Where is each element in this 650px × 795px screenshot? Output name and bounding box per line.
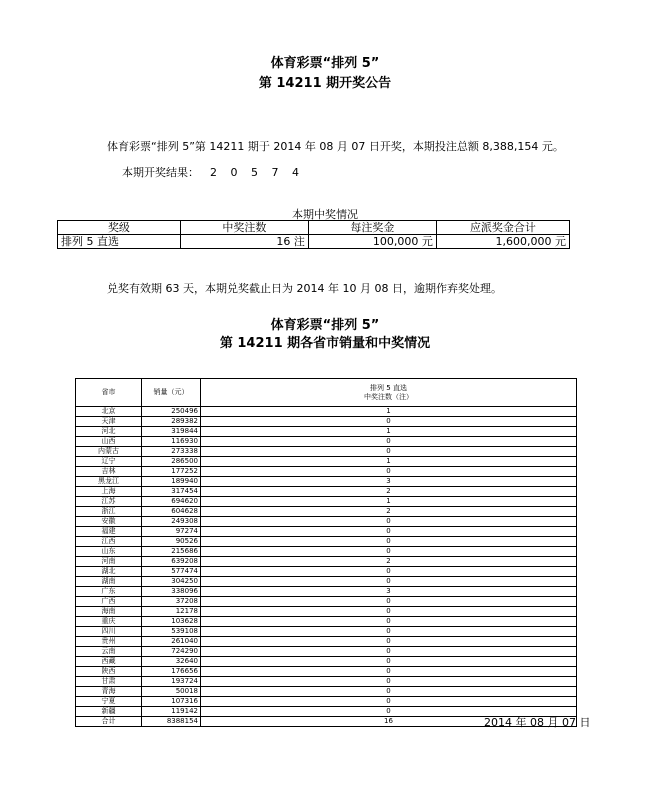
sales-header-wins-line1: 排列 5 直选	[370, 383, 407, 392]
prize-header-per-prize: 每注奖金	[308, 221, 436, 235]
sales-title-line1: 体育彩票“排列 5”	[270, 318, 380, 333]
sales-row	[76, 617, 577, 627]
sales-row-wins: 0	[201, 517, 577, 527]
sales-row	[76, 697, 577, 707]
sales-row-province: 云南	[76, 647, 142, 657]
sales-row-wins: 2	[201, 487, 577, 497]
announcement-title-line1: 体育彩票“排列 5”	[270, 56, 380, 71]
sales-row-province: 黑龙江	[76, 477, 142, 487]
sales-table-body	[76, 407, 577, 727]
sales-row	[76, 437, 577, 447]
sales-row-province: 江苏	[76, 497, 142, 507]
sales-row-sales: 37208	[142, 597, 201, 607]
prize-table-caption: 本期中奖情况	[292, 208, 358, 221]
sales-row	[76, 587, 577, 597]
validity-note: 兑奖有效期 63 天，本期兑奖截止日为 2014 年 10 月 08 日，逾期作弃奖处理。	[107, 282, 502, 295]
sales-row-province: 福建	[76, 527, 142, 537]
sales-row-province: 新疆	[76, 707, 142, 717]
sales-row-sales: 539108	[142, 627, 201, 637]
sales-row	[76, 457, 577, 467]
sales-row	[76, 477, 577, 487]
sales-row	[76, 407, 577, 417]
sales-row	[76, 507, 577, 517]
sales-row-province: 四川	[76, 627, 142, 637]
result-label: 本期开奖结果：	[122, 166, 199, 179]
sales-row-wins: 0	[201, 547, 577, 557]
sales-row-wins: 0	[201, 647, 577, 657]
prize-count: 16 注	[180, 235, 308, 249]
sales-row-province: 甘肃	[76, 677, 142, 687]
draw-info: 体育彩票“排列 5”第 14211 期于 2014 年 08 月 07 日开奖，本期投注总额 8,388,154 元。	[107, 140, 564, 153]
sales-row	[76, 627, 577, 637]
sales-row	[76, 597, 577, 607]
sales-row	[76, 647, 577, 657]
sales-row-province: 天津	[76, 417, 142, 427]
sales-row-sales: 694620	[142, 497, 201, 507]
sales-row-sales: 215686	[142, 547, 201, 557]
sales-row	[76, 537, 577, 547]
sales-row-wins: 0	[201, 537, 577, 547]
prize-header-level: 奖级	[58, 221, 181, 235]
sales-row-wins: 0	[201, 467, 577, 477]
sales-row-sales: 724290	[142, 647, 201, 657]
sales-row-wins: 0	[201, 417, 577, 427]
sales-row-wins: 0	[201, 577, 577, 587]
sales-row	[76, 417, 577, 427]
sales-row	[76, 467, 577, 477]
sales-row-province: 北京	[76, 407, 142, 417]
sales-row-wins: 0	[201, 687, 577, 697]
sales-row	[76, 707, 577, 717]
sales-row-wins: 0	[201, 447, 577, 457]
sales-row-wins: 1	[201, 407, 577, 417]
sales-row-sales: 577474	[142, 567, 201, 577]
sales-row	[76, 447, 577, 457]
sales-row-province: 山东	[76, 547, 142, 557]
sales-title-line2: 第 14211 期各省市销量和中奖情况	[219, 336, 431, 351]
sales-row-wins: 0	[201, 527, 577, 537]
sales-row-wins: 1	[201, 457, 577, 467]
sales-row-wins: 0	[201, 667, 577, 677]
sales-row-province: 青海	[76, 687, 142, 697]
sales-row-province: 浙江	[76, 507, 142, 517]
sales-row-wins: 0	[201, 627, 577, 637]
sales-row-province: 西藏	[76, 657, 142, 667]
prize-table	[57, 220, 570, 249]
sales-row-province: 江西	[76, 537, 142, 547]
sales-row	[76, 637, 577, 647]
sales-row-sales: 103628	[142, 617, 201, 627]
sales-row-sales: 319844	[142, 427, 201, 437]
sales-row-sales: 32640	[142, 657, 201, 667]
sales-row-sales: 176656	[142, 667, 201, 677]
sales-row-province: 贵州	[76, 637, 142, 647]
sales-row-wins: 0	[201, 707, 577, 717]
sales-row-province: 海南	[76, 607, 142, 617]
sales-row-wins: 0	[201, 437, 577, 447]
sales-row	[76, 427, 577, 437]
sales-header-row	[76, 379, 577, 407]
sales-row-province: 重庆	[76, 617, 142, 627]
sales-row-province: 湖北	[76, 567, 142, 577]
sales-row-sales: 249308	[142, 517, 201, 527]
sales-row-wins: 0	[201, 607, 577, 617]
sales-row-wins: 0	[201, 597, 577, 607]
sales-row	[76, 487, 577, 497]
sales-row	[76, 657, 577, 667]
sales-row-wins: 1	[201, 427, 577, 437]
sales-row-province: 山西	[76, 437, 142, 447]
sales-row	[76, 547, 577, 557]
sales-header-province: 省市	[76, 379, 142, 407]
sales-row-wins: 0	[201, 637, 577, 647]
sales-row-sales: 639208	[142, 557, 201, 567]
prize-header-total: 应派奖金合计	[436, 221, 569, 235]
sales-row-wins: 2	[201, 557, 577, 567]
sales-row-province: 合计	[76, 717, 142, 727]
sales-row-province: 安徽	[76, 517, 142, 527]
sales-row-wins: 3	[201, 477, 577, 487]
sales-header-sales: 销量（元）	[142, 379, 201, 407]
sales-row-sales: 189940	[142, 477, 201, 487]
sales-row	[76, 517, 577, 527]
sales-row-sales: 119142	[142, 707, 201, 717]
prize-header-count: 中奖注数	[180, 221, 308, 235]
sales-row-sales: 90526	[142, 537, 201, 547]
sales-row	[76, 567, 577, 577]
sales-row-sales: 604628	[142, 507, 201, 517]
sales-row	[76, 497, 577, 507]
sales-row-wins: 0	[201, 677, 577, 687]
sales-row-province: 辽宁	[76, 457, 142, 467]
sales-row-sales: 12178	[142, 607, 201, 617]
announcement-title-line2: 第 14211 期开奖公告	[258, 76, 392, 91]
sales-row-sales: 97274	[142, 527, 201, 537]
sales-row-province: 河北	[76, 427, 142, 437]
sales-row-province: 河南	[76, 557, 142, 567]
sales-row-wins: 1	[201, 497, 577, 507]
sales-row-sales: 273338	[142, 447, 201, 457]
sales-row	[76, 607, 577, 617]
sales-row-province: 陕西	[76, 667, 142, 677]
result-numbers: 2 0 5 7 4	[210, 166, 304, 179]
sales-row-sales: 289382	[142, 417, 201, 427]
sales-row-province: 广西	[76, 597, 142, 607]
sales-row-province: 吉林	[76, 467, 142, 477]
prize-row	[58, 235, 570, 249]
sales-row-wins: 0	[201, 617, 577, 627]
sales-row-wins: 2	[201, 507, 577, 517]
sales-row-sales: 116930	[142, 437, 201, 447]
sales-table	[75, 378, 577, 727]
sales-date: 2014 年 08 月 07 日	[484, 716, 591, 729]
sales-row-province: 上海	[76, 487, 142, 497]
sales-row-province: 内蒙古	[76, 447, 142, 457]
sales-row	[76, 677, 577, 687]
sales-row-wins: 0	[201, 657, 577, 667]
sales-row-sales: 193724	[142, 677, 201, 687]
sales-row	[76, 557, 577, 567]
prize-total: 1,600,000 元	[436, 235, 569, 249]
sales-row-wins: 3	[201, 587, 577, 597]
sales-row-province: 宁夏	[76, 697, 142, 707]
sales-row-sales: 177252	[142, 467, 201, 477]
sales-row	[76, 527, 577, 537]
prize-header-row	[58, 221, 570, 235]
sales-row-sales: 261040	[142, 637, 201, 647]
sales-row-sales: 8388154	[142, 717, 201, 727]
sales-row-province: 广东	[76, 587, 142, 597]
sales-row-wins: 16	[201, 717, 577, 727]
sales-row-province: 湖南	[76, 577, 142, 587]
sales-row-sales: 250496	[142, 407, 201, 417]
sales-row-wins: 0	[201, 697, 577, 707]
sales-row-sales: 304250	[142, 577, 201, 587]
sales-row	[76, 667, 577, 677]
sales-row-sales: 317454	[142, 487, 201, 497]
sales-row-sales: 338096	[142, 587, 201, 597]
sales-header-wins	[201, 379, 577, 407]
prize-level: 排列 5 直选	[58, 235, 181, 249]
prize-per-prize: 100,000 元	[308, 235, 436, 249]
sales-row	[76, 577, 577, 587]
sales-row-sales: 286500	[142, 457, 201, 467]
sales-row	[76, 687, 577, 697]
sales-row-wins: 0	[201, 567, 577, 577]
sales-row-sales: 50018	[142, 687, 201, 697]
sales-header-wins-line2: 中奖注数（注）	[364, 392, 413, 401]
sales-row-sales: 107316	[142, 697, 201, 707]
